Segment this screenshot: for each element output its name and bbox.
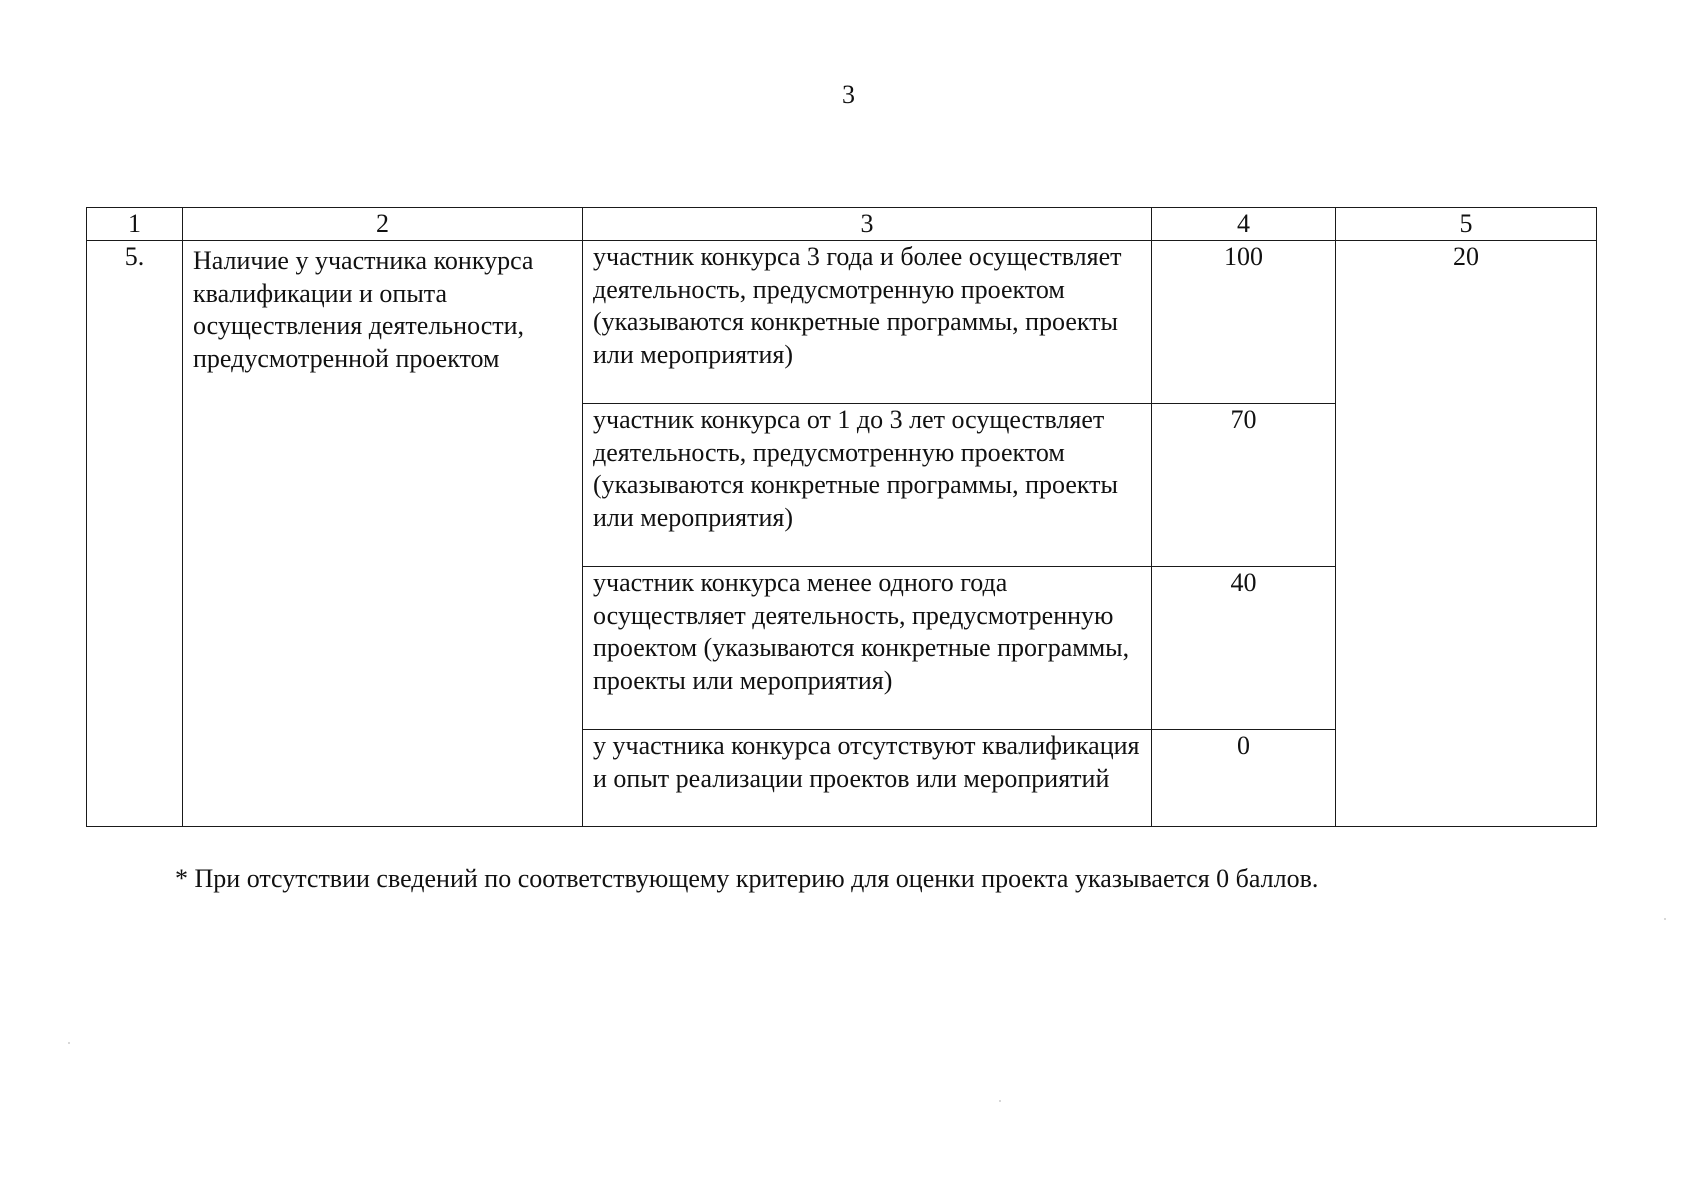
option-description-2: участник конкурса от 1 до 3 лет осуществляет деятельность, предусмотренную проектом (указываются конкретные программы, проекты или мероприятия) xyxy=(583,404,1152,567)
header-cell-1: 1 xyxy=(87,208,183,241)
option-points-3: 40 xyxy=(1152,567,1336,730)
header-cell-3: 3 xyxy=(583,208,1152,241)
option-description-1: участник конкурса 3 года и более осуществляет деятельность, предусмотренную проектом (указываются конкретные программы, проекты или мероприятия) xyxy=(583,241,1152,404)
option-points-4: 0 xyxy=(1152,730,1336,827)
option-points-2: 70 xyxy=(1152,404,1336,567)
scan-speck xyxy=(68,1042,70,1044)
scan-speck xyxy=(1664,918,1666,920)
criterion-text: Наличие у участника конкурса квалификации и опыта осуществления деятельности, предусмотренной проектом xyxy=(183,241,583,827)
footnote: * При отсутствии сведений по соответствующему критерию для оценки проекта указывается 0 баллов. xyxy=(175,864,1319,893)
header-cell-5: 5 xyxy=(1336,208,1597,241)
header-cell-2: 2 xyxy=(183,208,583,241)
page-number: 3 xyxy=(842,80,855,109)
max-value: 20 xyxy=(1336,241,1597,827)
scan-speck xyxy=(999,1100,1001,1102)
criteria-table xyxy=(86,207,1597,827)
option-points-1: 100 xyxy=(1152,241,1336,404)
option-description-4: у участника конкурса отсутствуют квалификация и опыт реализации проектов или мероприятий xyxy=(583,730,1152,827)
option-description-3: участник конкурса менее одного года осуществляет деятельность, предусмотренную проектом (указываются конкретные программы, проекты или мероприятия) xyxy=(583,567,1152,730)
table-row xyxy=(87,241,1597,404)
table-header-row xyxy=(87,208,1597,241)
row-number: 5. xyxy=(87,241,183,827)
header-cell-4: 4 xyxy=(1152,208,1336,241)
